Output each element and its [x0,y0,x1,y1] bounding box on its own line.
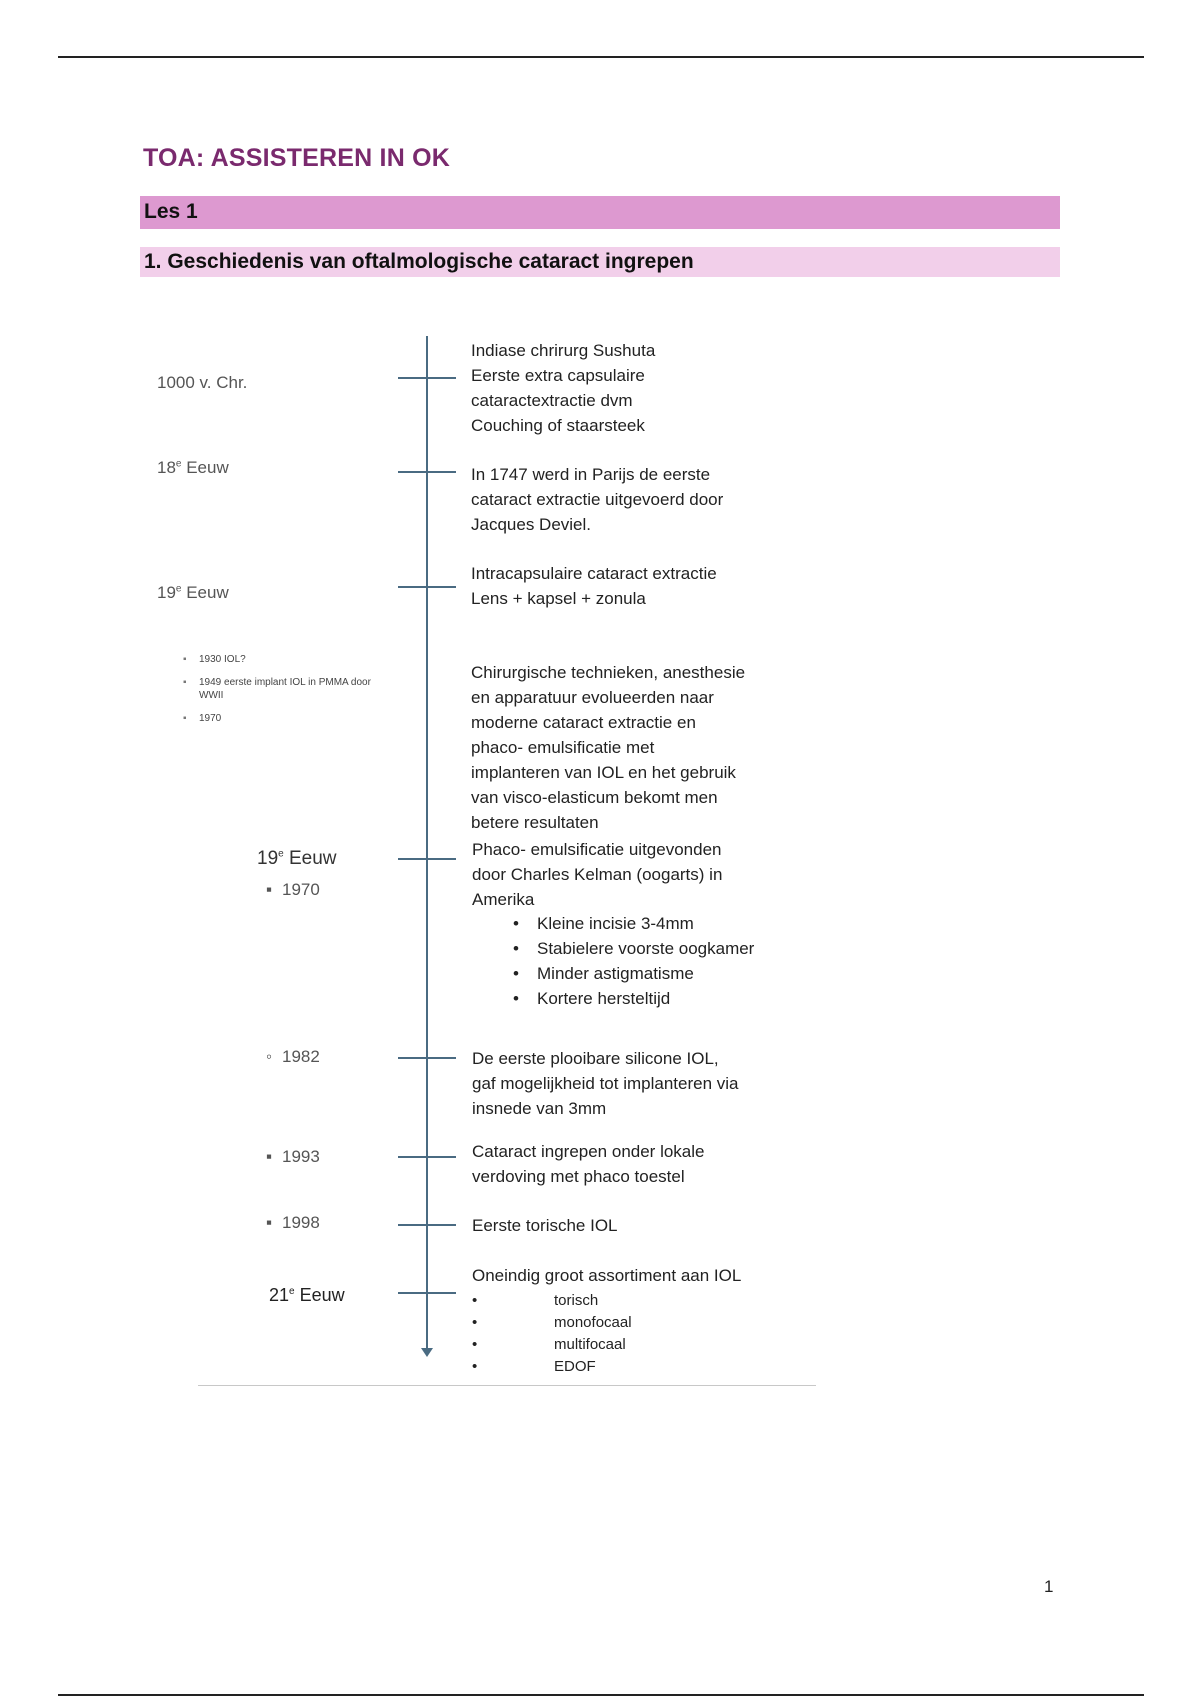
list-item: • Kortere hersteltijd [513,989,671,1008]
timeline-tick [398,586,456,588]
timeline-date: 19e Eeuw [157,583,229,602]
timeline-date: 21e Eeuw [269,1285,345,1305]
list-item: • torisch [472,1292,599,1309]
document-title: TOA: ASSISTEREN IN OK [143,144,451,172]
section-heading: 1. Geschiedenis van oftalmologische cataract ingrepen [144,250,694,273]
timeline-axis [426,336,428,1352]
timeline-year: ▪ 1993 [266,1147,320,1166]
section-heading-band [140,247,1060,277]
list-item: • Kleine incisie 3-4mm [513,914,694,933]
timeline-year: ▪ 1970 [266,880,320,899]
timeline-text: Cataract ingrepen onder lokale verdoving met phaco toestel [472,1142,705,1186]
timeline-date: 1000 v. Chr. [157,373,248,392]
list-item: • monofocaal [472,1314,632,1331]
list-item: • Stabielere voorste oogkamer [513,939,755,958]
timeline-arrow-icon [421,1348,433,1357]
figure-bottom-line [198,1385,816,1386]
timeline-text: De eerste plooibare silicone IOL, gaf mogelijkheid tot implanteren via insnede van 3mm [472,1049,739,1118]
timeline-text: Indiase chrirurg Sushuta Eerste extra capsulaire cataractextractie dvm Couching of staarsteek [471,341,656,435]
list-item: • Minder astigmatisme [513,964,694,983]
bullet-list [513,911,754,1011]
timeline-text: Chirurgische technieken, anesthesie en apparatuur evolueerden naar moderne cataract extractie en phaco- emulsificatie met implanteren van IOL en het gebruik van visco-elasticum bekomt men betere resultaten [471,663,746,832]
timeline-text: Eerste torische IOL [472,1216,618,1235]
timeline-text: Intracapsulaire cataract extractie Lens + kapsel + zonula [471,564,717,608]
timeline-year: ▪ 1998 [266,1213,320,1232]
lesson-heading-band [140,196,1060,229]
timeline-tick [398,471,456,473]
timeline-year: ◦ 1982 [266,1047,320,1066]
timeline-tick [398,858,456,860]
timeline-text: In 1747 werd in Parijs de eerste cataract extractie uitgevoerd door Jacques Deviel. [471,465,724,534]
timeline-tick [398,1224,456,1226]
list-item: • EDOF [472,1358,596,1375]
top-rule [58,56,1144,58]
bottom-rule [58,1694,1144,1696]
timeline-tick [398,1292,456,1294]
timeline-tick [398,1156,456,1158]
timeline-tick [398,1057,456,1059]
small-bullet-list: ▪ 1930 IOL? ▪ 1949 eerste implant IOL in PMMA door WWII ▪ 1970 [183,654,371,724]
timeline-tick [398,377,456,379]
lesson-heading: Les 1 [144,200,198,223]
timeline-date: 18e Eeuw [157,458,229,477]
timeline-date: 19e Eeuw [257,848,337,869]
timeline-text: Phaco- emulsificatie uitgevonden door Charles Kelman (oogarts) in Amerika [472,840,723,909]
list-item: • multifocaal [472,1336,626,1353]
page-number: 1 [1044,1577,1054,1596]
timeline-text: Oneindig groot assortiment aan IOL [472,1266,742,1285]
bullet-list [472,1290,632,1378]
